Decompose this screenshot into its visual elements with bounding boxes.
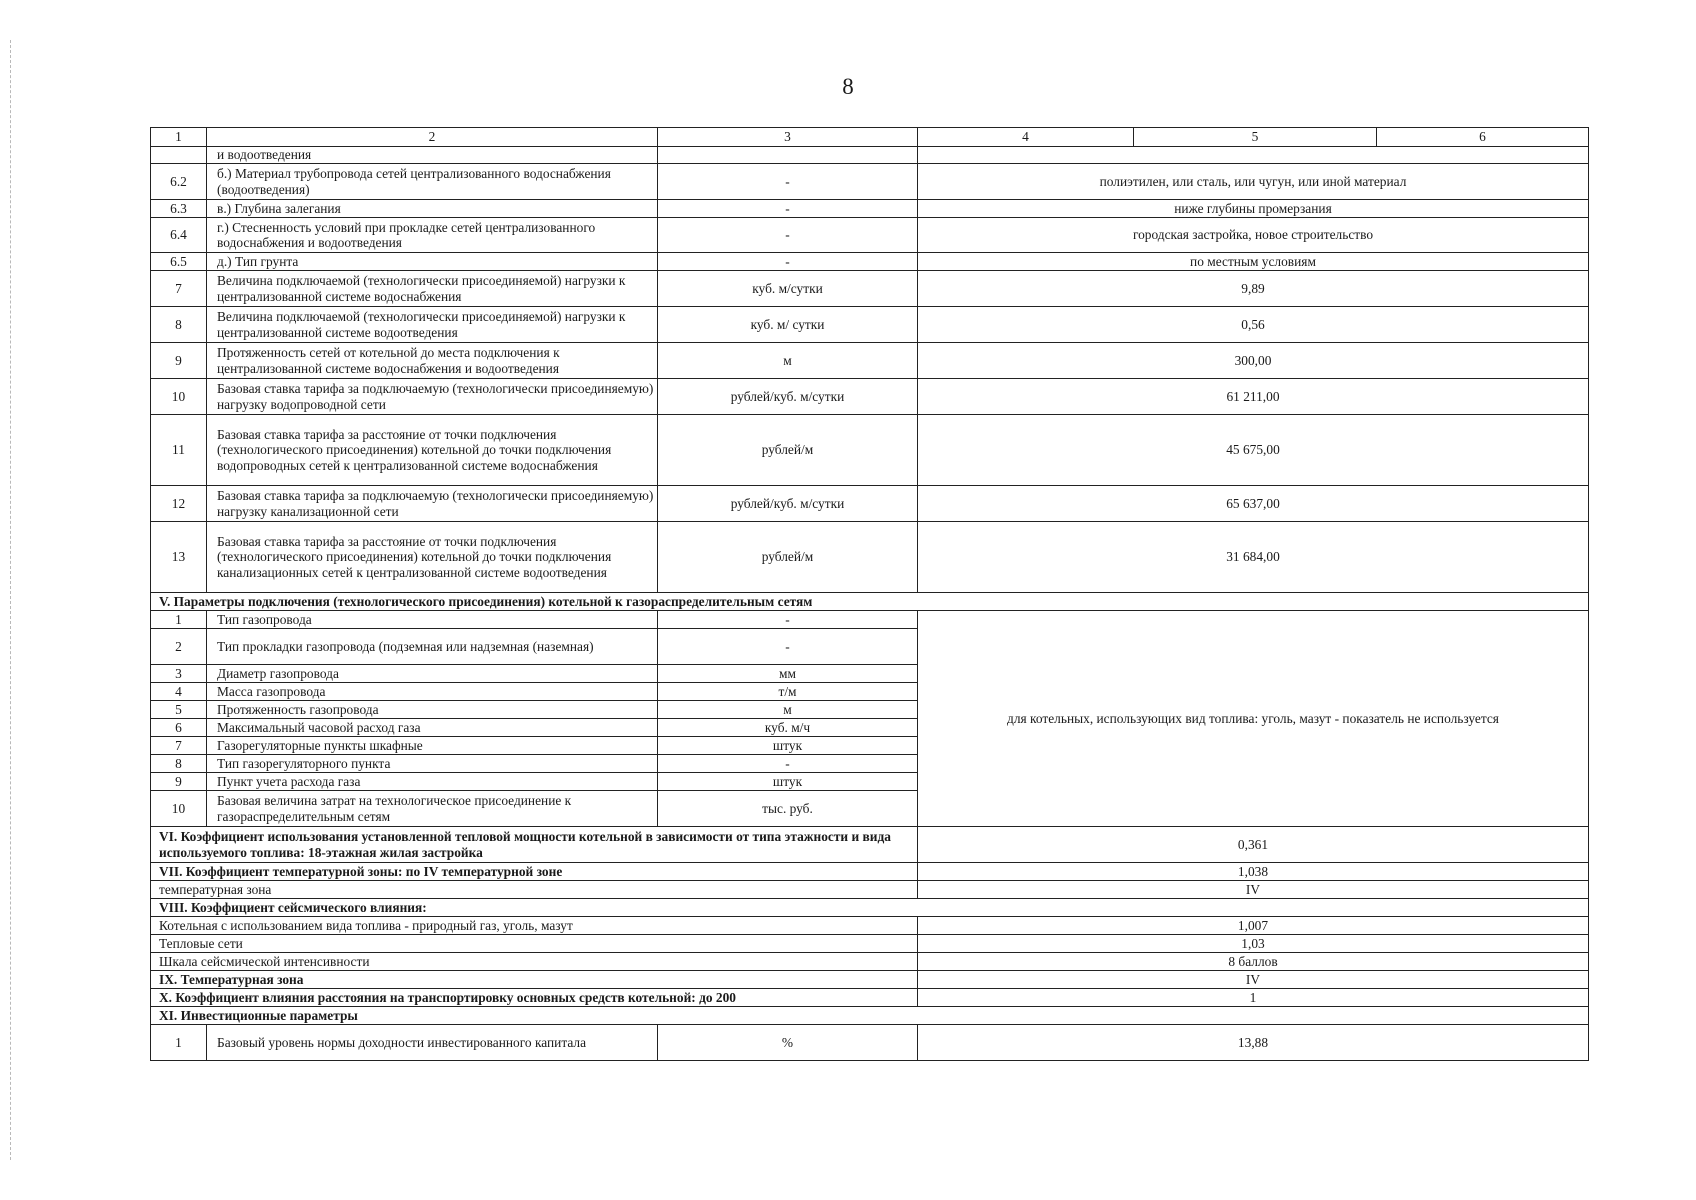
row-unit: - (658, 755, 918, 773)
table-row (151, 271, 1589, 307)
table-row (151, 307, 1589, 343)
gas-rows (151, 611, 1589, 827)
row-name: д.) Тип грунта (207, 253, 658, 271)
header-cell: 1 (151, 128, 207, 147)
row-unit: - (658, 164, 918, 200)
row-value: 1,007 (918, 917, 1589, 935)
row-unit: штук (658, 737, 918, 755)
row-number: 13 (151, 522, 207, 593)
row-name: г.) Стесненность условий при прокладке сетей централизованного водоснабжения и водоотведения (207, 218, 658, 253)
table-row (151, 218, 1589, 253)
row-label: температурная зона (151, 881, 918, 899)
row-name: Протяженность газопровода (207, 701, 658, 719)
page-number: 8 (842, 74, 854, 99)
row-value: полиэтилен, или сталь, или чугун, или иной материал (918, 164, 1589, 200)
row-name: в.) Глубина залегания (207, 200, 658, 218)
row-name: Величина подключаемой (технологически присоединяемой) нагрузки к централизованной системе водоотведения (207, 307, 658, 343)
table-row (151, 253, 1589, 271)
row-unit: - (658, 629, 918, 665)
row-name: Пункт учета расхода газа (207, 773, 658, 791)
section-x-row (151, 989, 1589, 1007)
row-value: городская застройка, новое строительство (918, 218, 1589, 253)
row-number: 6.2 (151, 164, 207, 200)
row-unit: - (658, 611, 918, 629)
row-value: 31 684,00 (918, 522, 1589, 593)
row-number: 1 (151, 611, 207, 629)
section-title: VI. Коэффициент использования установленной тепловой мощности котельной в зависимости от типа этажности и вида используемого топлива: 18-этажная жилая застройка (151, 827, 918, 863)
continuation-row (151, 147, 1589, 164)
table-row (151, 415, 1589, 486)
row-name: Базовая ставка тарифа за подключаемую (технологически присоединяемую) нагрузку водопроводной сети (207, 379, 658, 415)
continuation-text: и водоотведения (207, 147, 658, 164)
row-unit: рублей/м (658, 522, 918, 593)
row-unit: рублей/м (658, 415, 918, 486)
row-value: IV (918, 881, 1589, 899)
section-ix-row (151, 971, 1589, 989)
section-title: VII. Коэффициент температурной зоны: по IV температурной зоне (151, 863, 918, 881)
row-number: 4 (151, 683, 207, 701)
row-number: 6.3 (151, 200, 207, 218)
section-vii-row (151, 863, 1589, 881)
row-unit: - (658, 218, 918, 253)
table-row (151, 935, 1589, 953)
section-title: X. Коэффициент влияния расстояния на транспортировку основных средств котельной: до 200 (151, 989, 918, 1007)
row-unit: м (658, 343, 918, 379)
temp-zone-row (151, 881, 1589, 899)
row-value: 8 баллов (918, 953, 1589, 971)
row-name: Диаметр газопровода (207, 665, 658, 683)
row-name: Протяженность сетей от котельной до места подключения к централизованной системе водоснабжения и водоотведения (207, 343, 658, 379)
row-number: 11 (151, 415, 207, 486)
table-row (151, 953, 1589, 971)
row-number: 3 (151, 665, 207, 683)
table-row (151, 486, 1589, 522)
row-unit: рублей/куб. м/сутки (658, 379, 918, 415)
table-row (151, 164, 1589, 200)
section-value: 1,038 (918, 863, 1589, 881)
row-number: 5 (151, 701, 207, 719)
section-viii-row (151, 899, 1589, 917)
row-number: 8 (151, 307, 207, 343)
section-title: V. Параметры подключения (технологического присоединения) котельной к газораспределительным сетям (151, 593, 1589, 611)
table-row (151, 200, 1589, 218)
row-unit: штук (658, 773, 918, 791)
row-name: Базовая величина затрат на технологическое присоединение к газораспределительным сетям (207, 791, 658, 827)
row-name: Масса газопровода (207, 683, 658, 701)
row-name: Величина подключаемой (технологически присоединяемой) нагрузки к централизованной системе водоснабжения (207, 271, 658, 307)
row-name: Тип газопровода (207, 611, 658, 629)
row-unit: куб. м/ч (658, 719, 918, 737)
seismic-rows (151, 917, 1589, 971)
header-cell: 6 (1377, 128, 1589, 147)
header-cell: 2 (207, 128, 658, 147)
row-unit: т/м (658, 683, 918, 701)
row-value: 300,00 (918, 343, 1589, 379)
row-name: Базовая ставка тарифа за расстояние от точки подключения (технологического присоединения) котельной до точки подключения водопроводных сетей к централизованной системе водоснабжения (207, 415, 658, 486)
row-unit: тыс. руб. (658, 791, 918, 827)
section-vi-row (151, 827, 1589, 863)
row-unit: - (658, 253, 918, 271)
row-value: 13,88 (918, 1025, 1589, 1061)
row-name: Базовый уровень нормы доходности инвестированного капитала (207, 1025, 658, 1061)
row-unit: рублей/куб. м/сутки (658, 486, 918, 522)
row-unit: - (658, 200, 918, 218)
header-cell: 3 (658, 128, 918, 147)
row-number: 9 (151, 343, 207, 379)
water-rows (151, 164, 1589, 593)
row-number: 9 (151, 773, 207, 791)
row-value: 0,56 (918, 307, 1589, 343)
row-number: 1 (151, 1025, 207, 1061)
header-cell: 4 (918, 128, 1134, 147)
row-name: Тип газорегуляторного пункта (207, 755, 658, 773)
row-number: 7 (151, 271, 207, 307)
row-name: Базовая ставка тарифа за подключаемую (технологически присоединяемую) нагрузку канализационной сети (207, 486, 658, 522)
section-xi-row (151, 1007, 1589, 1025)
row-number: 7 (151, 737, 207, 755)
row-label: Шкала сейсмической интенсивности (151, 953, 918, 971)
row-number: 6.4 (151, 218, 207, 253)
row-number: 10 (151, 791, 207, 827)
row-number: 6 (151, 719, 207, 737)
row-unit: мм (658, 665, 918, 683)
row-number: 12 (151, 486, 207, 522)
table-row (151, 379, 1589, 415)
investment-rows (151, 1025, 1589, 1061)
row-name: б.) Материал трубопровода сетей централизованного водоснабжения (водоотведения) (207, 164, 658, 200)
table-row (151, 1025, 1589, 1061)
table-row (151, 343, 1589, 379)
row-unit: куб. м/сутки (658, 271, 918, 307)
section-title: VIII. Коэффициент сейсмического влияния: (151, 899, 1589, 917)
section-value: IV (918, 971, 1589, 989)
row-number: 10 (151, 379, 207, 415)
table-row (151, 522, 1589, 593)
scan-edge-mark (10, 40, 12, 1160)
section-value: 1 (918, 989, 1589, 1007)
row-value: 61 211,00 (918, 379, 1589, 415)
row-unit: % (658, 1025, 918, 1061)
row-label: Котельная с использованием вида топлива - природный газ, уголь, мазут (151, 917, 918, 935)
row-unit: м (658, 701, 918, 719)
row-value: по местным условиям (918, 253, 1589, 271)
section-value: 0,361 (918, 827, 1589, 863)
row-value: 1,03 (918, 935, 1589, 953)
row-unit: куб. м/ сутки (658, 307, 918, 343)
header-cell: 5 (1134, 128, 1377, 147)
row-value: 9,89 (918, 271, 1589, 307)
row-name: Максимальный часовой расход газа (207, 719, 658, 737)
parameters-table (150, 127, 1589, 1061)
table-row (151, 611, 1589, 629)
section-title: IX. Температурная зона (151, 971, 918, 989)
row-name: Газорегуляторные пункты шкафные (207, 737, 658, 755)
merged-value: для котельных, использующих вид топлива: уголь, мазут - показатель не используется (918, 611, 1589, 827)
row-label: Тепловые сети (151, 935, 918, 953)
row-number: 6.5 (151, 253, 207, 271)
row-value: ниже глубины промерзания (918, 200, 1589, 218)
row-value: 45 675,00 (918, 415, 1589, 486)
row-value: 65 637,00 (918, 486, 1589, 522)
row-name: Базовая ставка тарифа за расстояние от точки подключения (технологического присоединения) котельной до точки подключения канализационных сетей к централизованной системе водоотведения (207, 522, 658, 593)
section-v-row (151, 593, 1589, 611)
section-title: XI. Инвестиционные параметры (151, 1007, 1589, 1025)
table-row (151, 917, 1589, 935)
row-name: Тип прокладки газопровода (подземная или надземная (наземная) (207, 629, 658, 665)
row-number: 8 (151, 755, 207, 773)
row-number: 2 (151, 629, 207, 665)
header-row (151, 128, 1589, 147)
